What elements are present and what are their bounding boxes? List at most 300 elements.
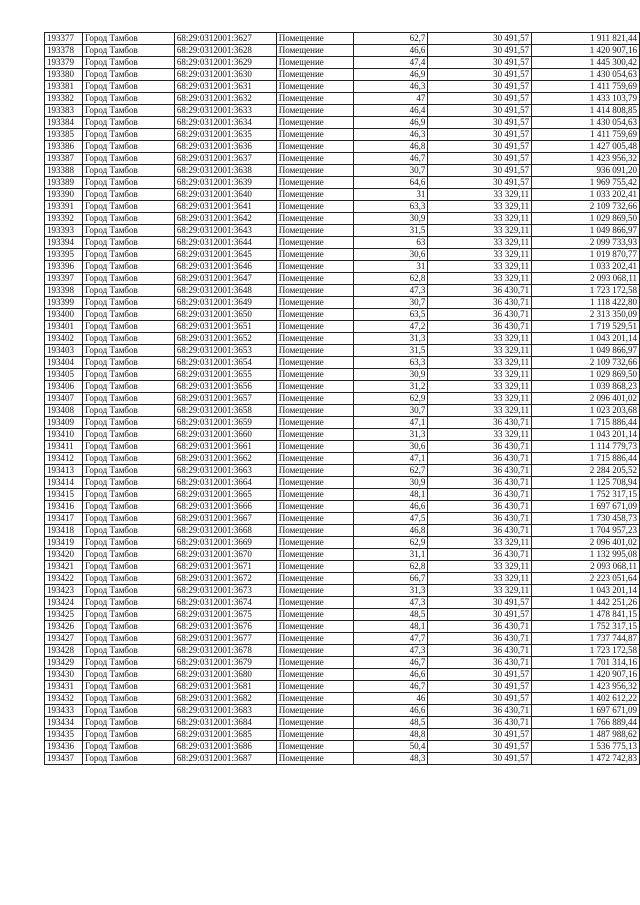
cell-municipality: Город Тамбов [82, 45, 174, 57]
cell-municipality: Город Тамбов [82, 645, 174, 657]
cell-unit-value: 30 491,57 [428, 741, 532, 753]
cell-area: 46,3 [353, 129, 428, 141]
cell-municipality: Город Тамбов [82, 633, 174, 645]
cell-record-number: 193383 [45, 105, 83, 117]
cell-area: 31,3 [353, 429, 428, 441]
table-row [45, 729, 640, 741]
cell-municipality: Город Тамбов [82, 261, 174, 273]
cell-unit-value: 30 491,57 [428, 33, 532, 45]
cell-cadastral-number: 68:29:0312001:3630 [174, 69, 276, 81]
table-row [45, 333, 640, 345]
cell-municipality: Город Тамбов [82, 309, 174, 321]
cell-area: 48,1 [353, 489, 428, 501]
cell-record-number: 193378 [45, 45, 83, 57]
cell-record-number: 193395 [45, 249, 83, 261]
cell-cadastral-value: 1 719 529,51 [532, 321, 640, 333]
cell-cadastral-value: 1 125 708,94 [532, 477, 640, 489]
cell-object-type: Помещение [276, 33, 353, 45]
cell-area: 62,8 [353, 273, 428, 285]
cell-unit-value: 36 430,71 [428, 705, 532, 717]
cell-municipality: Город Тамбов [82, 609, 174, 621]
cell-cadastral-value: 1 019 870,77 [532, 249, 640, 261]
cell-area: 31,3 [353, 585, 428, 597]
cell-cadastral-number: 68:29:0312001:3635 [174, 129, 276, 141]
cell-object-type: Помещение [276, 309, 353, 321]
cell-cadastral-number: 68:29:0312001:3665 [174, 489, 276, 501]
cell-cadastral-value: 1 715 886,44 [532, 453, 640, 465]
cell-record-number: 193386 [45, 141, 83, 153]
cell-unit-value: 36 430,71 [428, 501, 532, 513]
cell-record-number: 193424 [45, 597, 83, 609]
cell-municipality: Город Тамбов [82, 453, 174, 465]
table-row [45, 345, 640, 357]
table-row [45, 273, 640, 285]
cell-object-type: Помещение [276, 405, 353, 417]
cell-cadastral-value: 2 096 401,02 [532, 537, 640, 549]
cell-record-number: 193380 [45, 69, 83, 81]
cell-cadastral-value: 1 114 779,73 [532, 441, 640, 453]
cell-municipality: Город Тамбов [82, 753, 174, 765]
cell-unit-value: 36 430,71 [428, 621, 532, 633]
cell-object-type: Помещение [276, 273, 353, 285]
cell-record-number: 193434 [45, 717, 83, 729]
cell-area: 31 [353, 189, 428, 201]
cell-area: 46,6 [353, 45, 428, 57]
cell-object-type: Помещение [276, 717, 353, 729]
cell-area: 46,4 [353, 105, 428, 117]
cell-area: 46,6 [353, 669, 428, 681]
cell-municipality: Город Тамбов [82, 93, 174, 105]
cell-object-type: Помещение [276, 345, 353, 357]
cell-record-number: 193437 [45, 753, 83, 765]
cell-area: 46,7 [353, 153, 428, 165]
cell-unit-value: 36 430,71 [428, 285, 532, 297]
table-row [45, 549, 640, 561]
cell-record-number: 193412 [45, 453, 83, 465]
cell-unit-value: 36 430,71 [428, 657, 532, 669]
cell-cadastral-value: 1 402 612,22 [532, 693, 640, 705]
cell-object-type: Помещение [276, 153, 353, 165]
cell-object-type: Помещение [276, 261, 353, 273]
cell-object-type: Помещение [276, 189, 353, 201]
cell-municipality: Город Тамбов [82, 717, 174, 729]
cell-unit-value: 36 430,71 [428, 717, 532, 729]
cell-area: 30,9 [353, 369, 428, 381]
cell-area: 46,7 [353, 681, 428, 693]
cell-cadastral-number: 68:29:0312001:3681 [174, 681, 276, 693]
cell-cadastral-value: 1 704 957,23 [532, 525, 640, 537]
cell-cadastral-number: 68:29:0312001:3659 [174, 417, 276, 429]
cell-record-number: 193417 [45, 513, 83, 525]
cell-municipality: Город Тамбов [82, 441, 174, 453]
cell-object-type: Помещение [276, 693, 353, 705]
cell-cadastral-value: 1 029 869,50 [532, 213, 640, 225]
cell-area: 46,9 [353, 69, 428, 81]
cell-object-type: Помещение [276, 705, 353, 717]
cell-area: 63,5 [353, 309, 428, 321]
cell-object-type: Помещение [276, 477, 353, 489]
cell-cadastral-value: 2 093 068,11 [532, 561, 640, 573]
cell-cadastral-number: 68:29:0312001:3672 [174, 573, 276, 585]
cell-cadastral-number: 68:29:0312001:3653 [174, 345, 276, 357]
cell-record-number: 193387 [45, 153, 83, 165]
table-row [45, 33, 640, 45]
table-row [45, 261, 640, 273]
cell-cadastral-number: 68:29:0312001:3664 [174, 477, 276, 489]
cell-cadastral-number: 68:29:0312001:3637 [174, 153, 276, 165]
cell-record-number: 193436 [45, 741, 83, 753]
cell-record-number: 193429 [45, 657, 83, 669]
cell-municipality: Город Тамбов [82, 561, 174, 573]
cell-cadastral-value: 1 132 995,08 [532, 549, 640, 561]
cell-record-number: 193388 [45, 165, 83, 177]
cell-object-type: Помещение [276, 501, 353, 513]
cell-area: 47,3 [353, 645, 428, 657]
cell-record-number: 193382 [45, 93, 83, 105]
cell-area: 47,7 [353, 633, 428, 645]
cell-cadastral-number: 68:29:0312001:3678 [174, 645, 276, 657]
cell-area: 47,3 [353, 285, 428, 297]
cell-cadastral-value: 1 536 775,13 [532, 741, 640, 753]
cell-area: 46 [353, 693, 428, 705]
cell-area: 30,9 [353, 213, 428, 225]
cell-object-type: Помещение [276, 285, 353, 297]
cell-municipality: Город Тамбов [82, 393, 174, 405]
cell-cadastral-number: 68:29:0312001:3632 [174, 93, 276, 105]
cell-unit-value: 30 491,57 [428, 729, 532, 741]
cell-object-type: Помещение [276, 117, 353, 129]
cell-area: 46,8 [353, 525, 428, 537]
cell-object-type: Помещение [276, 333, 353, 345]
table-row [45, 633, 640, 645]
cell-unit-value: 30 491,57 [428, 669, 532, 681]
cell-cadastral-value: 1 723 172,58 [532, 645, 640, 657]
cell-record-number: 193402 [45, 333, 83, 345]
cell-unit-value: 33 329,11 [428, 261, 532, 273]
table-row [45, 441, 640, 453]
cell-object-type: Помещение [276, 69, 353, 81]
cell-area: 48,5 [353, 717, 428, 729]
cell-unit-value: 30 491,57 [428, 45, 532, 57]
cell-area: 50,4 [353, 741, 428, 753]
cell-record-number: 193433 [45, 705, 83, 717]
cell-unit-value: 36 430,71 [428, 477, 532, 489]
table-row [45, 237, 640, 249]
cell-cadastral-number: 68:29:0312001:3686 [174, 741, 276, 753]
cell-unit-value: 36 430,71 [428, 321, 532, 333]
cell-area: 62,7 [353, 33, 428, 45]
table-row [45, 81, 640, 93]
cell-cadastral-value: 1 752 317,15 [532, 489, 640, 501]
cell-cadastral-value: 1 723 172,58 [532, 285, 640, 297]
cell-cadastral-number: 68:29:0312001:3685 [174, 729, 276, 741]
cell-area: 47,4 [353, 57, 428, 69]
cell-municipality: Город Тамбов [82, 381, 174, 393]
cell-municipality: Город Тамбов [82, 669, 174, 681]
cell-cadastral-value: 1 423 956,32 [532, 681, 640, 693]
cell-object-type: Помещение [276, 57, 353, 69]
cell-object-type: Помещение [276, 537, 353, 549]
cell-cadastral-value: 1 118 422,80 [532, 297, 640, 309]
table-row [45, 369, 640, 381]
cell-cadastral-number: 68:29:0312001:3682 [174, 693, 276, 705]
cell-municipality: Город Тамбов [82, 693, 174, 705]
cell-area: 63,3 [353, 357, 428, 369]
cell-municipality: Город Тамбов [82, 741, 174, 753]
cell-cadastral-value: 1 423 956,32 [532, 153, 640, 165]
cell-area: 47,1 [353, 453, 428, 465]
cell-municipality: Город Тамбов [82, 477, 174, 489]
cell-municipality: Город Тамбов [82, 489, 174, 501]
cell-area: 48,1 [353, 621, 428, 633]
table-row [45, 669, 640, 681]
cell-unit-value: 30 491,57 [428, 681, 532, 693]
table-row [45, 621, 640, 633]
cell-cadastral-value: 2 284 205,52 [532, 465, 640, 477]
cell-cadastral-number: 68:29:0312001:3683 [174, 705, 276, 717]
cell-unit-value: 36 430,71 [428, 441, 532, 453]
cell-unit-value: 33 329,11 [428, 573, 532, 585]
cell-object-type: Помещение [276, 633, 353, 645]
cell-cadastral-number: 68:29:0312001:3645 [174, 249, 276, 261]
cell-municipality: Город Тамбов [82, 153, 174, 165]
cell-cadastral-value: 1 445 300,42 [532, 57, 640, 69]
cell-cadastral-value: 1 043 201,14 [532, 429, 640, 441]
cell-cadastral-number: 68:29:0312001:3662 [174, 453, 276, 465]
cell-cadastral-number: 68:29:0312001:3668 [174, 525, 276, 537]
cell-object-type: Помещение [276, 417, 353, 429]
cell-area: 63 [353, 237, 428, 249]
cell-unit-value: 36 430,71 [428, 549, 532, 561]
cell-object-type: Помещение [276, 225, 353, 237]
cell-record-number: 193427 [45, 633, 83, 645]
cell-unit-value: 33 329,11 [428, 249, 532, 261]
cell-area: 66,7 [353, 573, 428, 585]
cell-area: 30,9 [353, 477, 428, 489]
cell-record-number: 193391 [45, 201, 83, 213]
table-row [45, 129, 640, 141]
cell-unit-value: 36 430,71 [428, 297, 532, 309]
cell-cadastral-number: 68:29:0312001:3674 [174, 597, 276, 609]
table-row [45, 381, 640, 393]
cell-municipality: Город Тамбов [82, 537, 174, 549]
cell-object-type: Помещение [276, 429, 353, 441]
cell-area: 30,7 [353, 165, 428, 177]
cell-record-number: 193409 [45, 417, 83, 429]
cell-cadastral-value: 1 697 671,09 [532, 705, 640, 717]
cell-unit-value: 36 430,71 [428, 513, 532, 525]
cell-municipality: Город Тамбов [82, 501, 174, 513]
cell-area: 31 [353, 261, 428, 273]
table-row [45, 249, 640, 261]
cell-object-type: Помещение [276, 609, 353, 621]
cell-unit-value: 33 329,11 [428, 237, 532, 249]
cell-cadastral-number: 68:29:0312001:3641 [174, 201, 276, 213]
table-row [45, 177, 640, 189]
cell-cadastral-value: 2 109 732,66 [532, 201, 640, 213]
cell-area: 46,3 [353, 81, 428, 93]
table-row [45, 717, 640, 729]
cell-area: 30,6 [353, 441, 428, 453]
cell-municipality: Город Тамбов [82, 189, 174, 201]
table-row [45, 501, 640, 513]
cell-unit-value: 30 491,57 [428, 753, 532, 765]
cell-record-number: 193426 [45, 621, 83, 633]
cell-area: 64,6 [353, 177, 428, 189]
cell-unit-value: 36 430,71 [428, 525, 532, 537]
cell-object-type: Помещение [276, 165, 353, 177]
cell-cadastral-value: 1 039 868,23 [532, 381, 640, 393]
cell-cadastral-number: 68:29:0312001:3670 [174, 549, 276, 561]
cell-unit-value: 30 491,57 [428, 93, 532, 105]
cell-record-number: 193410 [45, 429, 83, 441]
cell-record-number: 193421 [45, 561, 83, 573]
table-row [45, 297, 640, 309]
table-row [45, 705, 640, 717]
cell-municipality: Город Тамбов [82, 369, 174, 381]
table-row [45, 513, 640, 525]
cell-cadastral-value: 2 099 733,93 [532, 237, 640, 249]
cell-municipality: Город Тамбов [82, 525, 174, 537]
table-row [45, 57, 640, 69]
table-row [45, 753, 640, 765]
cell-cadastral-value: 1 414 808,85 [532, 105, 640, 117]
cell-cadastral-number: 68:29:0312001:3669 [174, 537, 276, 549]
cell-record-number: 193377 [45, 33, 83, 45]
table-row [45, 45, 640, 57]
cell-cadastral-number: 68:29:0312001:3671 [174, 561, 276, 573]
cell-object-type: Помещение [276, 105, 353, 117]
cell-area: 62,9 [353, 537, 428, 549]
cell-unit-value: 33 329,11 [428, 585, 532, 597]
cell-record-number: 193420 [45, 549, 83, 561]
table-row [45, 597, 640, 609]
cell-unit-value: 33 329,11 [428, 381, 532, 393]
cell-record-number: 193430 [45, 669, 83, 681]
cell-record-number: 193394 [45, 237, 83, 249]
cell-cadastral-number: 68:29:0312001:3666 [174, 501, 276, 513]
cell-cadastral-number: 68:29:0312001:3634 [174, 117, 276, 129]
cell-cadastral-value: 2 109 732,66 [532, 357, 640, 369]
table-row [45, 465, 640, 477]
cell-unit-value: 33 329,11 [428, 225, 532, 237]
cell-cadastral-number: 68:29:0312001:3684 [174, 717, 276, 729]
cell-cadastral-value: 1 427 005,48 [532, 141, 640, 153]
cell-cadastral-value: 1 033 202,41 [532, 189, 640, 201]
table-row [45, 657, 640, 669]
cell-object-type: Помещение [276, 729, 353, 741]
cell-record-number: 193379 [45, 57, 83, 69]
cell-cadastral-value: 1 420 907,16 [532, 45, 640, 57]
cell-unit-value: 30 491,57 [428, 693, 532, 705]
cell-object-type: Помещение [276, 93, 353, 105]
table-row [45, 69, 640, 81]
cell-unit-value: 33 329,11 [428, 189, 532, 201]
cell-area: 46,6 [353, 705, 428, 717]
cell-unit-value: 36 430,71 [428, 453, 532, 465]
cell-area: 47,1 [353, 417, 428, 429]
cell-municipality: Город Тамбов [82, 729, 174, 741]
cell-area: 31,3 [353, 333, 428, 345]
cell-unit-value: 36 430,71 [428, 633, 532, 645]
cell-object-type: Помещение [276, 141, 353, 153]
cell-area: 46,8 [353, 141, 428, 153]
cell-municipality: Город Тамбов [82, 621, 174, 633]
cell-cadastral-number: 68:29:0312001:3667 [174, 513, 276, 525]
cell-municipality: Город Тамбов [82, 117, 174, 129]
cell-area: 31,1 [353, 549, 428, 561]
cell-cadastral-number: 68:29:0312001:3647 [174, 273, 276, 285]
cell-municipality: Город Тамбов [82, 597, 174, 609]
cell-object-type: Помещение [276, 213, 353, 225]
cell-object-type: Помещение [276, 585, 353, 597]
cell-record-number: 193400 [45, 309, 83, 321]
cell-municipality: Город Тамбов [82, 705, 174, 717]
cell-record-number: 193397 [45, 273, 83, 285]
cell-unit-value: 30 491,57 [428, 597, 532, 609]
cell-municipality: Город Тамбов [82, 141, 174, 153]
table-row [45, 681, 640, 693]
cell-record-number: 193416 [45, 501, 83, 513]
cell-object-type: Помещение [276, 645, 353, 657]
cell-record-number: 193413 [45, 465, 83, 477]
cell-cadastral-number: 68:29:0312001:3642 [174, 213, 276, 225]
cell-cadastral-number: 68:29:0312001:3676 [174, 621, 276, 633]
cell-record-number: 193422 [45, 573, 83, 585]
table-row [45, 741, 640, 753]
cell-object-type: Помещение [276, 453, 353, 465]
cell-object-type: Помещение [276, 597, 353, 609]
cell-record-number: 193389 [45, 177, 83, 189]
cell-municipality: Город Тамбов [82, 405, 174, 417]
cell-municipality: Город Тамбов [82, 357, 174, 369]
cell-area: 46,6 [353, 501, 428, 513]
cell-object-type: Помещение [276, 381, 353, 393]
cell-municipality: Город Тамбов [82, 333, 174, 345]
table-row [45, 213, 640, 225]
cell-area: 30,7 [353, 297, 428, 309]
cell-municipality: Город Тамбов [82, 417, 174, 429]
cell-object-type: Помещение [276, 621, 353, 633]
cell-cadastral-value: 2 093 068,11 [532, 273, 640, 285]
cell-municipality: Город Тамбов [82, 69, 174, 81]
cell-object-type: Помещение [276, 177, 353, 189]
cell-municipality: Город Тамбов [82, 321, 174, 333]
cell-record-number: 193390 [45, 189, 83, 201]
cell-unit-value: 30 491,57 [428, 177, 532, 189]
cell-cadastral-number: 68:29:0312001:3657 [174, 393, 276, 405]
cell-object-type: Помещение [276, 201, 353, 213]
cell-record-number: 193418 [45, 525, 83, 537]
cell-record-number: 193406 [45, 381, 83, 393]
table-row [45, 429, 640, 441]
cell-object-type: Помещение [276, 249, 353, 261]
cell-cadastral-value: 1 043 201,14 [532, 585, 640, 597]
cell-cadastral-value: 1 033 202,41 [532, 261, 640, 273]
cell-area: 31,5 [353, 345, 428, 357]
cell-object-type: Помещение [276, 45, 353, 57]
cell-municipality: Город Тамбов [82, 297, 174, 309]
cell-unit-value: 36 430,71 [428, 417, 532, 429]
cell-cadastral-value: 1 730 458,73 [532, 513, 640, 525]
cell-cadastral-value: 1 697 671,09 [532, 501, 640, 513]
cell-municipality: Город Тамбов [82, 201, 174, 213]
cell-record-number: 193384 [45, 117, 83, 129]
cell-municipality: Город Тамбов [82, 225, 174, 237]
cell-object-type: Помещение [276, 741, 353, 753]
cell-record-number: 193401 [45, 321, 83, 333]
cell-unit-value: 33 329,11 [428, 333, 532, 345]
